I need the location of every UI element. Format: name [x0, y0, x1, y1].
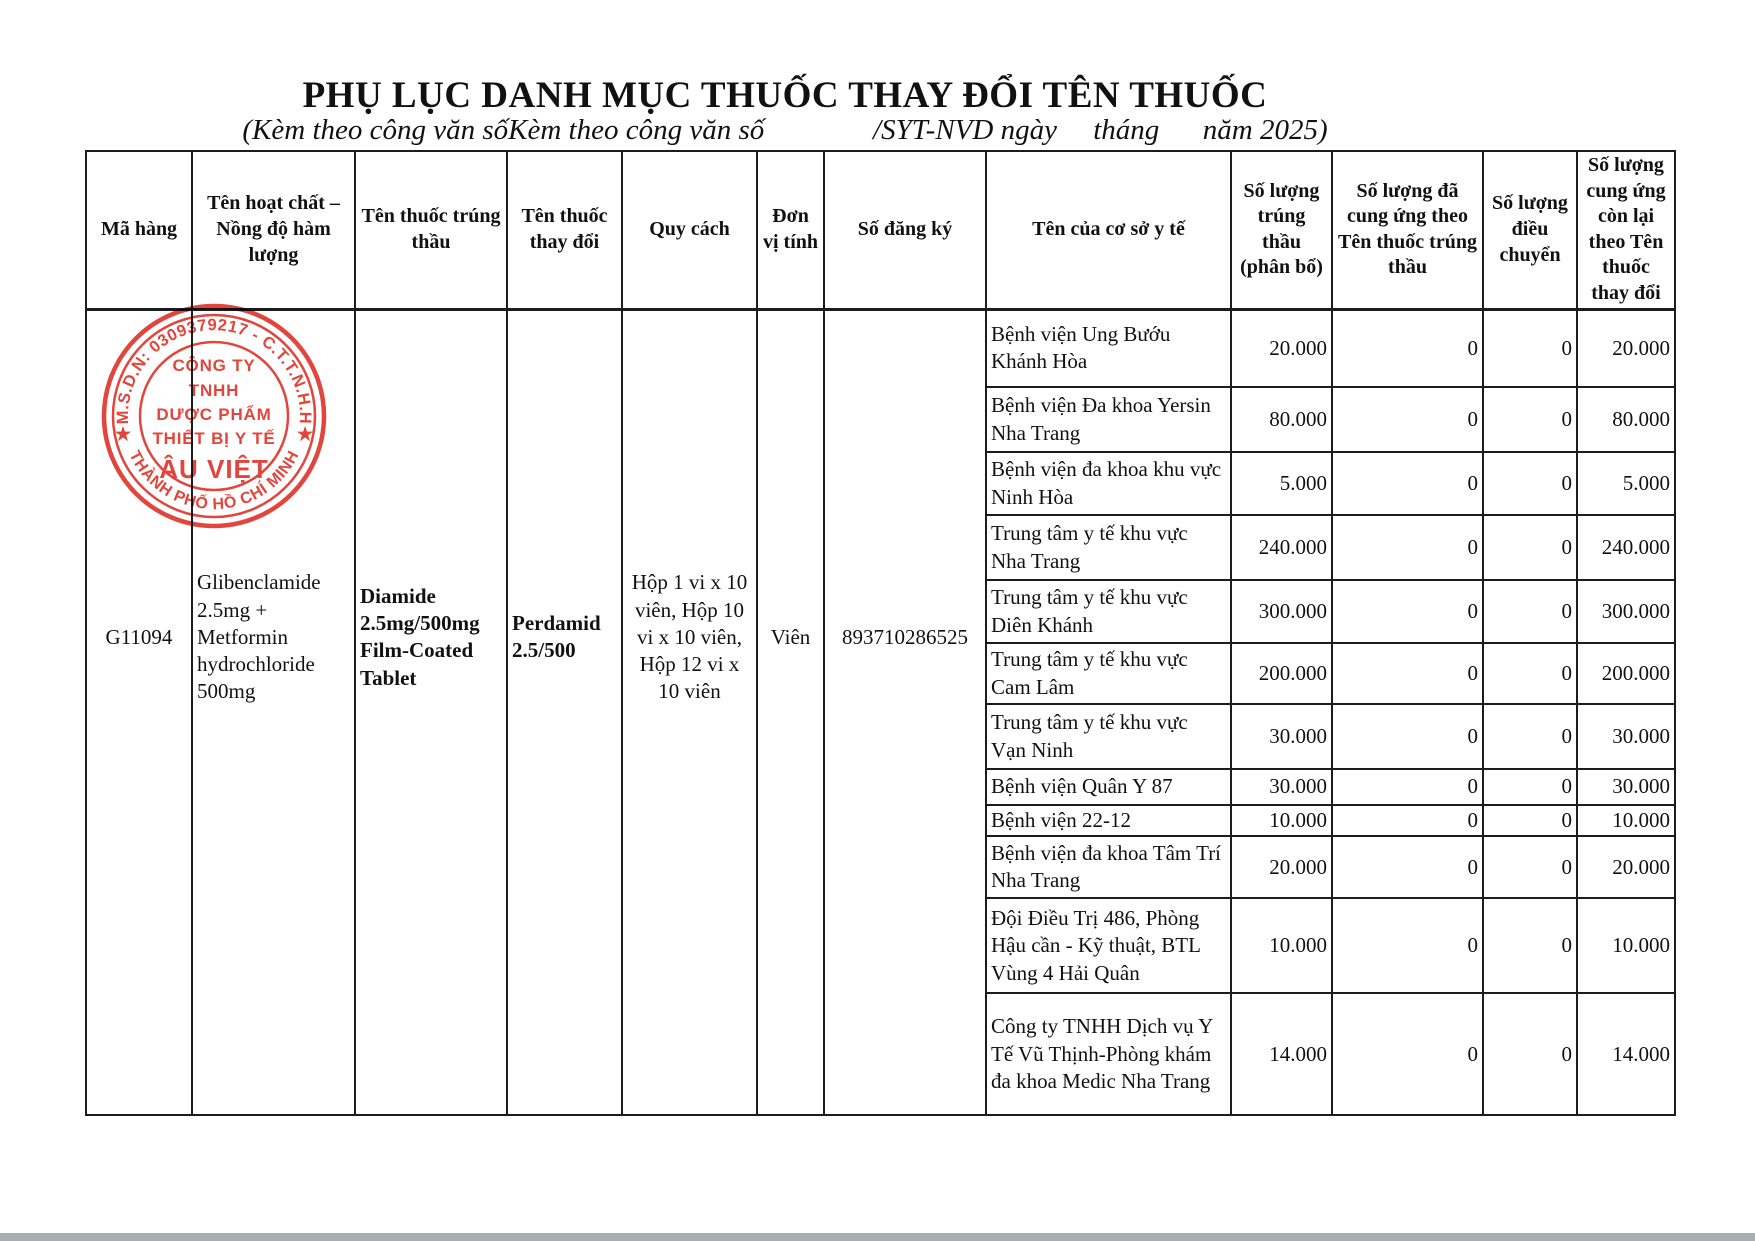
- transferred-qty-cell: 0: [1483, 309, 1577, 387]
- header-co-so-y-te: Tên của cơ sở y tế: [986, 151, 1231, 309]
- header-sl-da-cung-ung: Số lượng đã cung ứng theo Tên thuốc trúng thầu: [1332, 151, 1483, 309]
- stamp-company-name: ÂU VIỆT: [159, 454, 269, 484]
- facility-name-cell: Trung tâm y tế khu vực Diên Khánh: [986, 580, 1231, 643]
- cell-winning-name: [355, 309, 507, 1115]
- supplied-qty-cell: 0: [1332, 898, 1483, 993]
- remaining-qty-cell: 14.000: [1577, 993, 1675, 1115]
- allocated-qty-cell: 30.000: [1231, 769, 1332, 805]
- header-don-vi-tinh: Đơn vị tính: [757, 151, 824, 309]
- facility-name-cell: Bệnh viện đa khoa khu vực Ninh Hòa: [986, 452, 1231, 515]
- facility-name-cell: Bệnh viện Đa khoa Yersin Nha Trang: [986, 387, 1231, 452]
- supplied-qty-cell: 0: [1332, 515, 1483, 580]
- supplied-qty-cell: 0: [1332, 836, 1483, 898]
- stamp-star-left: ★: [113, 423, 133, 446]
- facility-name-cell: Công ty TNHH Dịch vụ Y Tế Vũ Thịnh-Phòng khám đa khoa Medic Nha Trang: [986, 993, 1231, 1115]
- transferred-qty-cell: 0: [1483, 452, 1577, 515]
- header-thuoc-thay-doi: Tên thuốc thay đổi: [507, 151, 622, 309]
- header-so-dang-ky: Số đăng ký: [824, 151, 986, 309]
- remaining-qty-cell: 10.000: [1577, 898, 1675, 993]
- remaining-qty-cell: 80.000: [1577, 387, 1675, 452]
- remaining-qty-cell: 20.000: [1577, 309, 1675, 387]
- stamp-company-line: THIẾT BỊ Y TẾ: [152, 429, 276, 448]
- remaining-qty-cell: 200.000: [1577, 643, 1675, 704]
- drug-change-table: [85, 150, 1676, 1116]
- header-sl-con-lai: Số lượng cung ứng còn lại theo Tên thuốc thay đổi: [1577, 151, 1675, 309]
- supplied-qty-cell: 0: [1332, 769, 1483, 805]
- table-header: [86, 151, 1675, 309]
- allocated-qty-cell: 5.000: [1231, 452, 1332, 515]
- allocated-qty-cell: 10.000: [1231, 805, 1332, 836]
- cell-drug-code: [86, 309, 192, 1115]
- transferred-qty-cell: 0: [1483, 805, 1577, 836]
- allocated-qty-cell: 300.000: [1231, 580, 1332, 643]
- allocated-qty-cell: 20.000: [1231, 309, 1332, 387]
- allocated-qty-cell: 10.000: [1231, 898, 1332, 993]
- allocated-qty-cell: 20.000: [1231, 836, 1332, 898]
- stamp-ring-text-bottom: THÀNH PHỐ HỒ CHÍ MINH: [125, 448, 303, 514]
- allocated-qty-cell: 80.000: [1231, 387, 1332, 452]
- header-ma-hang: Mã hàng: [86, 151, 192, 309]
- remaining-qty-cell: 300.000: [1577, 580, 1675, 643]
- remaining-qty-cell: 5.000: [1577, 452, 1675, 515]
- cell-changed-name-text: Perdamid 2.5/500: [512, 611, 601, 663]
- supplied-qty-cell: 0: [1332, 704, 1483, 769]
- cell-active-ingredient: [192, 309, 355, 1115]
- header-thuoc-trung-thau: Tên thuốc trúng thầu: [355, 151, 507, 309]
- transferred-qty-cell: 0: [1483, 515, 1577, 580]
- supplied-qty-cell: 0: [1332, 643, 1483, 704]
- stamp-ring-text-top: M.S.D.N: 0309379217 - C.T.T.N.H.H: [113, 316, 315, 425]
- remaining-qty-cell: 240.000: [1577, 515, 1675, 580]
- cell-packaging-text: Hộp 1 vi x 10 viên, Hộp 10 vi x 10 viên, Hộp 12 vi x 10 viên: [631, 570, 748, 704]
- transferred-qty-cell: 0: [1483, 836, 1577, 898]
- supplied-qty-cell: 0: [1332, 805, 1483, 836]
- supplied-qty-cell: 0: [1332, 580, 1483, 643]
- cell-drug-code-text: G11094: [105, 624, 173, 649]
- transferred-qty-cell: 0: [1483, 387, 1577, 452]
- cell-reg-number-text: 893710286525: [842, 624, 968, 649]
- facility-name-cell: Trung tâm y tế khu vực Nha Trang: [986, 515, 1231, 580]
- remaining-qty-cell: 30.000: [1577, 769, 1675, 805]
- transferred-qty-cell: 0: [1483, 898, 1577, 993]
- remaining-qty-cell: 20.000: [1577, 836, 1675, 898]
- supplied-qty-cell: 0: [1332, 387, 1483, 452]
- header-row: [86, 151, 1675, 309]
- cell-reg-number: [824, 309, 986, 1115]
- stamp-company-line: TNHH: [188, 381, 240, 400]
- transferred-qty-cell: 0: [1483, 769, 1577, 805]
- transferred-qty-cell: 0: [1483, 580, 1577, 643]
- stamp-star-right: ★: [295, 423, 315, 446]
- remaining-qty-cell: 10.000: [1577, 805, 1675, 836]
- scan-artifact-bar: [0, 1233, 1755, 1241]
- table-body: [86, 309, 1675, 1115]
- header-hoat-chat: Tên hoạt chất – Nồng độ hàm lượng: [192, 151, 355, 309]
- supplied-qty-cell: 0: [1332, 309, 1483, 387]
- cell-active-ingredient-text: Glibenclamide 2.5mg + Metformin hydrochloride 500mg: [197, 570, 321, 704]
- facility-name-cell: Bệnh viện 22-12: [986, 805, 1231, 836]
- header-sl-trung-thau: Số lượng trúng thầu (phân bổ): [1231, 151, 1332, 309]
- cell-changed-name: [507, 309, 622, 1115]
- cell-unit: [757, 309, 824, 1115]
- facility-name-cell: Bệnh viện Quân Y 87: [986, 769, 1231, 805]
- facility-name-cell: Bệnh viện Ung Bướu Khánh Hòa: [986, 309, 1231, 387]
- page-subtitle: (Kèm theo công văn sốKèm theo công văn số /SYT-NVD ngày tháng năm 2025): [242, 114, 1328, 146]
- supplied-qty-cell: 0: [1332, 993, 1483, 1115]
- facility-row: [86, 309, 1675, 387]
- allocated-qty-cell: 240.000: [1231, 515, 1332, 580]
- transferred-qty-cell: 0: [1483, 704, 1577, 769]
- stamp-company-line: DƯỢC PHẨM: [156, 405, 272, 424]
- header-quy-cach: Quy cách: [622, 151, 757, 309]
- cell-winning-name-text: Diamide 2.5mg/500mg Film-Coated Tablet: [360, 583, 480, 690]
- transferred-qty-cell: 0: [1483, 643, 1577, 704]
- cell-packaging: [622, 309, 757, 1115]
- cell-unit-text: Viên: [770, 624, 811, 649]
- facility-name-cell: Bệnh viện đa khoa Tâm Trí Nha Trang: [986, 836, 1231, 898]
- remaining-qty-cell: 30.000: [1577, 704, 1675, 769]
- transferred-qty-cell: 0: [1483, 993, 1577, 1115]
- stamp-company-line: CÔNG TY: [172, 356, 256, 375]
- allocated-qty-cell: 200.000: [1231, 643, 1332, 704]
- facility-name-cell: Trung tâm y tế khu vực Vạn Ninh: [986, 704, 1231, 769]
- allocated-qty-cell: 30.000: [1231, 704, 1332, 769]
- page-title: PHỤ LỤC DANH MỤC THUỐC THAY ĐỔI TÊN THUỐC: [302, 75, 1268, 116]
- supplied-qty-cell: 0: [1332, 452, 1483, 515]
- allocated-qty-cell: 14.000: [1231, 993, 1332, 1115]
- header-sl-dieu-chuyen: Số lượng điều chuyển: [1483, 151, 1577, 309]
- facility-name-cell: Đội Điều Trị 486, Phòng Hậu cần - Kỹ thuật, BTL Vùng 4 Hải Quân: [986, 898, 1231, 993]
- facility-name-cell: Trung tâm y tế khu vực Cam Lâm: [986, 643, 1231, 704]
